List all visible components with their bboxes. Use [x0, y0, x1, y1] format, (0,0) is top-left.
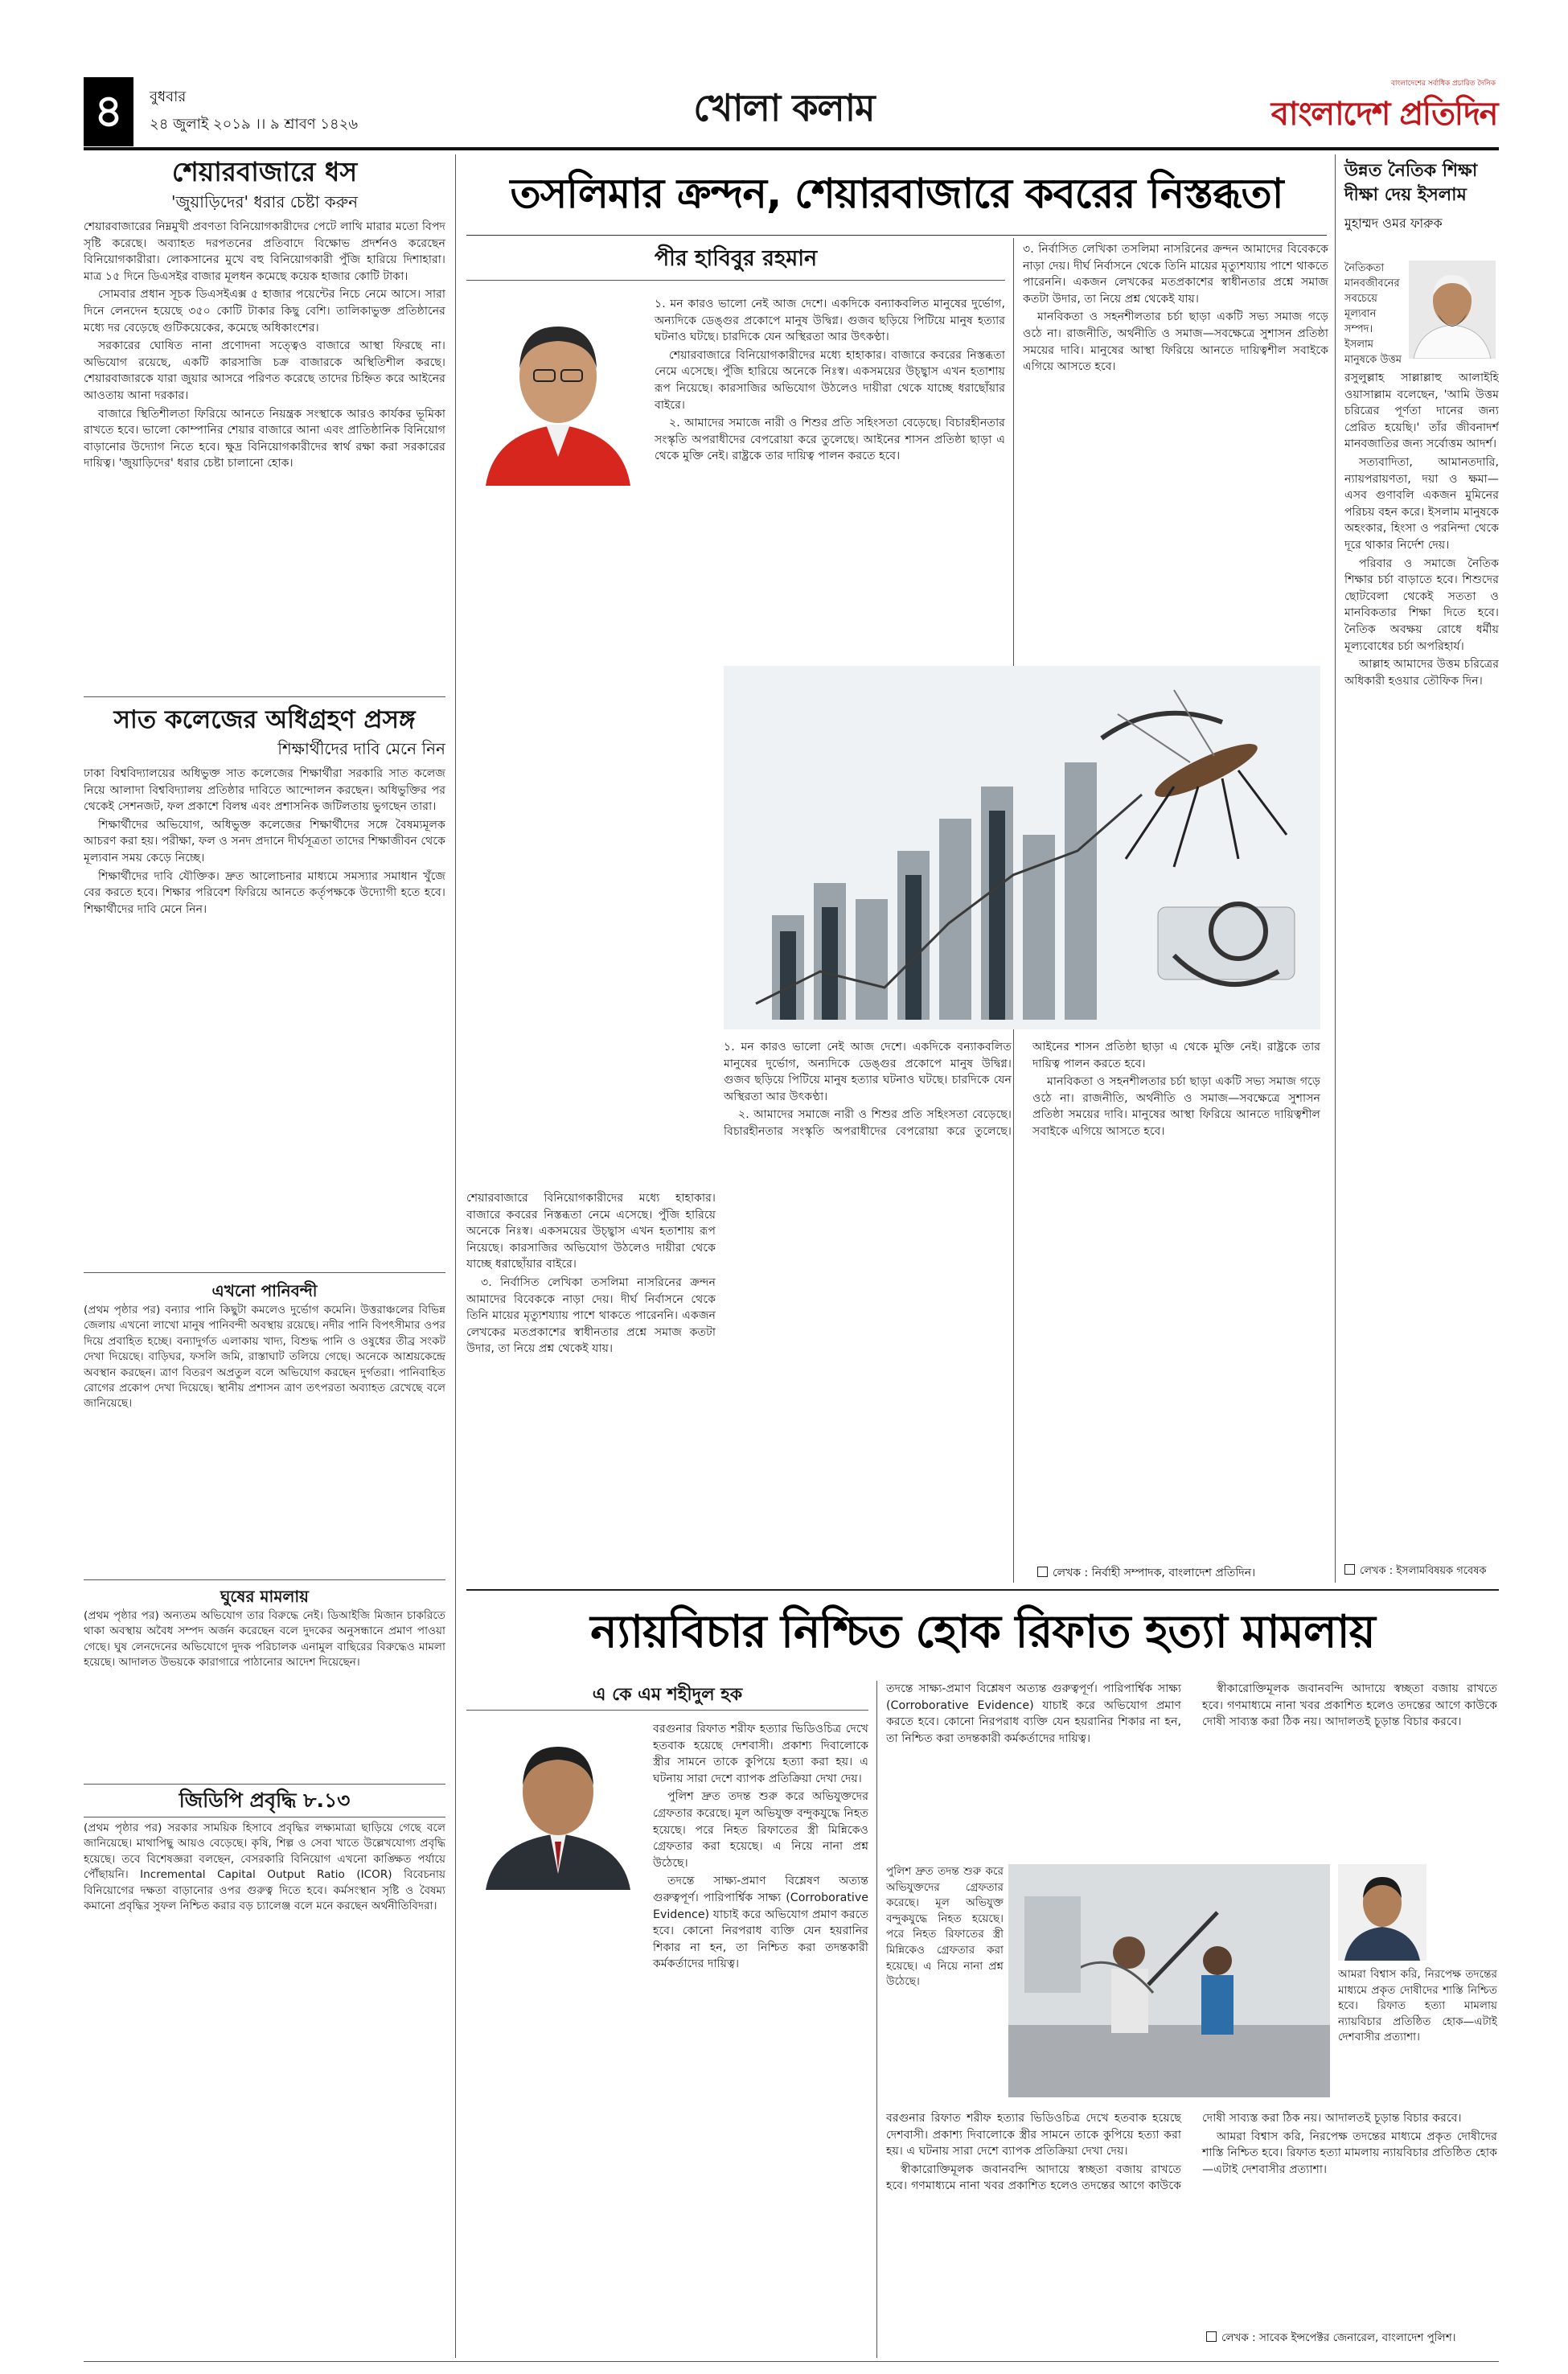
masthead-weekday: বুধবার: [150, 88, 187, 105]
footnote-box-icon: [1344, 1564, 1355, 1575]
author-portrait-icon: [1409, 261, 1496, 359]
column-rule: [455, 154, 456, 2358]
column-author-photo: [1409, 261, 1496, 359]
article-2-body: ঢাকা বিশ্ববিদ্যালয়ের অধিভুক্ত সাত কলেজের শিক্ষার্থীরা সরকারি সাত কলেজ নিয়ে আলাদা বিশ্ববিদ্যালয় প্রতিষ্ঠার দাবিতে আন্দোলন করছেন। অধিভুক্তির পর থেকেই সেশনজট, ফল প্রকাশে বিলম্ব এবং প্রশাসনিক জটিলতায় ভুগছেন তারা। শিক্ষার্থীদের অভিযোগ, অধিভুক্ত কলেজের শিক্ষার্থীদের সঙ্গে বৈষম্যমূলক আচরণ করা হয়। পরীক্ষা, ফল ও সনদ প্রদানে দীর্ঘসূত্রতা তাদের শিক্ষাজীবন থেকে মূল্যবান সময় কেড়ে নিচ্ছে। শিক্ষার্থীদের দাবি যৌক্তিক। দ্রুত আলোচনার মাধ্যমে সমস্যার সমাধান খুঁজে বের করতে হবে। শিক্ষার পরিবেশ ফিরিয়ে আনতে কর্তৃপক্ষকে উদ্যোগী হতে হবে। শিক্ষার্থীদের দাবি মেনে নিন।: [84, 767, 445, 916]
column-byline: মুহাম্মদ ওমর ফারুক: [1344, 216, 1443, 231]
bottom-body-col-3: পুলিশ দ্রুত তদন্ত শুরু করে অভিযুক্তদের গ্রেফতার করেছে। মূল অভিযুক্ত বন্দুকযুদ্ধে নিহত হয়েছে। পরে নিহত রিফাতের স্ত্রী মিন্নিকেও গ্রেফতার করা হয়েছে। এ নিয়ে নানা প্রশ্ন উঠেছে।: [886, 1865, 1004, 1989]
column-rule: [876, 1681, 877, 2358]
brief-3-headline: জিডিপি প্রবৃদ্ধি ৮.১৩: [84, 1784, 445, 1817]
brief-2-body: (প্রথম পৃষ্ঠার পর) অন্যতম অভিযোগ তার বিরুদ্ধে নেই। ডিআইজি মিজান চাকরিতে থাকা অবস্থায় অবৈধ সম্পদ অর্জন করেছেন বলে দুদকের অনুসন্ধানে প্রমাণ পাওয়া গেছে। ঘুষ লেনদেনের অভিযোগে দুদক পরিচালক এনামুল বাছিরের বিরুদ্ধেও মামলা হয়েছে। আদালত উভয়কে কারাগারে পাঠানোর আদেশ দিয়েছেন।: [84, 1609, 445, 1670]
stock-chart-mosquito-illustration: [724, 666, 1320, 1029]
lead-illustration: [724, 666, 1320, 1029]
column-rule: [1335, 154, 1336, 1583]
section-title: খোলা কলাম: [693, 86, 875, 129]
bottom-illustration: [1008, 1864, 1330, 2097]
crime-scene-photo-icon: [1008, 1864, 1330, 2097]
brief-2-headline: ঘুষের মামলায়: [220, 1587, 309, 1606]
lead-body-col-3: ১. মন কারও ভালো নেই আজ দেশে। একদিকে বন্যাকবলিত মানুষের দুর্ভোগ, অন্যদিকে ডেঙ্গুর প্রকোপে মানুষ উদ্বিগ্ন। গুজব ছড়িয়ে পিটিয়ে মানুষ হত্যার ঘটনাও ঘটছে। চারদিকে যেন অস্থিরতা আর উৎকণ্ঠা। ২. আমাদের সমাজে নারী ও শিশুর প্রতি সহিংসতা বেড়েছে। বিচারহীনতার সংস্কৃতি অপরাধীদের বেপরোয়া করে তুলেছে। আইনের শাসন প্রতিষ্ঠা ছাড়া এ থেকে মুক্তি নেই। রাষ্ট্রকে তার দায়িত্ব পালন করতে হবে। মানবিকতা ও সহনশীলতার চর্চা ছাড়া একটি সভ্য সমাজ গড়ে ওঠে না। রাজনীতি, অর্থনীতি ও সমাজ—সবক্ষেত্রে সুশাসন প্রতিষ্ঠা সময়ের দাবি। মানুষের আস্থা ফিরিয়ে আনতে দায়িত্বশীল সবাইকে এগিয়ে আসতে হবে।: [724, 1041, 1320, 1138]
bottom-byline: এ কে এম শহীদুল হক: [466, 1681, 868, 1711]
masthead-date: ২৪ জুলাই ২০১৯ ।। ৯ শ্রাবণ ১৪২৬: [150, 116, 359, 133]
article-1: [84, 154, 445, 669]
divider: [84, 696, 445, 697]
article-1-subhead: 'জুয়াড়িদের' ধরার চেষ্টা করুন: [170, 192, 359, 212]
brief-3-body: (প্রথম পৃষ্ঠার পর) সরকার সাময়িক হিসাবে প্রবৃদ্ধির লক্ষ্যমাত্রা ছাড়িয়ে গেছে বলে জানিয়েছে। মাথাপিছু আয়ও বেড়েছে। কৃষি, শিল্প ও সেবা খাতে উল্লেখযোগ্য প্রবৃদ্ধি হয়েছে। তবে বিশেষজ্ঞরা বলছেন, বেসরকারি বিনিয়োগ এখনো কাঙ্ক্ষিত পর্যায়ে পৌঁছায়নি। Incremental Capital Output Ratio (ICOR) বিবেচনায় বিনিয়োগের দক্ষতা বাড়ানোর ওপর গুরুত্ব দিতে হবে। কর্মসংস্থান সৃষ্টি ও বৈষম্য কমানো প্রবৃদ্ধির সুফল নিশ্চিত করার বড় চ্যালেঞ্জ বলে মনে করছেন অর্থনীতিবিদরা।: [84, 1822, 445, 1913]
lead-byline: পীর হাবিবুর রহমান: [654, 246, 818, 271]
divider: [466, 1589, 1499, 1591]
divider: [466, 235, 1327, 236]
divider: [466, 280, 1005, 281]
lead-body-col-2: ৩. নির্বাসিত লেখিকা তসলিমা নাসরিনের ক্রন্দন আমাদের বিবেককে নাড়া দেয়। দীর্ঘ নির্বাসনে থেকে তিনি মায়ের মৃত্যুশয্যায় পাশে থাকতে পারেননি। একজন লেখকের মতপ্রকাশের স্বাধীনতার প্রশ্নে সমাজ কতটা উদার, তা নিয়ে প্রশ্ন থেকেই যায়। মানবিকতা ও সহনশীলতার চর্চা ছাড়া একটি সভ্য সমাজ গড়ে ওঠে না। রাজনীতি, অর্থনীতি ও সমাজ—সবক্ষেত্রে সুশাসন প্রতিষ্ঠা সময়ের দাবি। মানুষের আস্থা ফিরিয়ে আনতে দায়িত্বশীল সবাইকে এগিয়ে আসতে হবে।: [1023, 243, 1328, 374]
bottom-body-col-4: আমরা বিশ্বাস করি, নিরপেক্ষ তদন্তের মাধ্যমে প্রকৃত দোষীদের শাস্তি নিশ্চিত হবে। রিফাত হত্যা মামলায় ন্যায়বিচার প্রতিষ্ঠিত হোক—এটাই দেশবাসীর প্রত্যাশা।: [1338, 1968, 1497, 2044]
column-headline-line-2: দীক্ষা দেয় ইসলাম: [1344, 185, 1467, 205]
brand-tagline: বাংলাদেশের সর্বাধিক প্রচারিত দৈনিক: [1390, 80, 1496, 88]
bottom-photo-victim: [1338, 1864, 1426, 1961]
article-1-headline: শেয়ারবাজারে ধস: [171, 156, 358, 187]
article-1-body: শেয়ারবাজারের নিম্নমুখী প্রবণতা বিনিয়োগকারীদের পেটে লাথি মারার মতো বিপদ সৃষ্টি করেছে। অব্যাহত দরপতনের প্রতিবাদে বিক্ষোভ প্রদর্শনও করেছেন বিনিয়োগকারীরা। লোকসানের মুখে বহু বিনিয়োগকারী পুঁজি হারিয়ে দিশাহারা। মাত্র ১৫ দিনে ডিএসইর বাজার মূলধন কমেছে কয়েক হাজার কোটি টাকা। সোমবার প্রধান সূচক ডিএসইএক্স ৫ হাজার পয়েন্টের নিচে নেমে আসে। সারা দিনে লেনদেন হয়েছে ৩৫০ কোটি টাকার কিছু বেশি। তালিকাভুক্ত প্রতিষ্ঠানের মধ্যে দর বেড়েছে গুটিকয়েকের, কমেছে অধিকাংশের। সরকারের ঘোষিত নানা প্রণোদনা সত্ত্বেও বাজারে আস্থা ফিরছে না। অভিযোগ রয়েছে, একটি কারসাজি চক্র বাজারকে অস্থিতিশীল করছে। শেয়ারবাজারকে যারা জুয়ার আসরে পরিণত করেছে তাদের চিহ্নিত করে আইনের আওতায় আনা দরকার। বাজারে স্থিতিশীলতা ফিরিয়ে আনতে নিয়ন্ত্রক সংস্থাকে আরও কার্যকর ভূমিকা রাখতে হবে। ভালো কোম্পানির শেয়ার বাজারে আনা এবং প্রাতিষ্ঠানিক বিনিয়োগ বাড়ানোর উদ্যোগ নিতে হবে। ক্ষুদ্র বিনিয়োগকারীদের স্বার্থ রক্ষা করা সরকারের দায়িত্ব। 'জুয়াড়িদের' ধরার চেষ্টা চালানো হোক।: [84, 220, 445, 470]
column-headline-line-1: উন্নত নৈতিক শিক্ষা: [1344, 161, 1478, 181]
bottom-body-col-2: তদন্তে সাক্ষ্য-প্রমাণ বিশ্লেষণ অত্যন্ত গুরুত্বপূর্ণ। পারিপার্শ্বিক সাক্ষ্য (Corroborative Evidence) যাচাই করে অভিযোগ প্রমাণ করতে হবে। কোনো নিরপরাধ ব্যক্তি যেন হয়রানির শিকার না হন, তা নিশ্চিত করা তদন্তকারী কর্মকর্তাদের দায়িত্ব। স্বীকারোক্তিমূলক জবানবন্দি আদায়ে স্বচ্ছতা বজায় রাখতে হবে। গণমাধ্যমে নানা খবর প্রকাশিত হলেও তদন্তের আগে কাউকে দোষী সাব্যস্ত করা ঠিক নয়। আদালতই চূড়ান্ত বিচার করবে।: [886, 1682, 1497, 1745]
footnote-box-icon: [1206, 2331, 1217, 2342]
divider: [84, 1579, 445, 1580]
article-2-subhead: শিক্ষার্থীদের দাবি মেনে নিন: [277, 739, 445, 758]
brief-3: [84, 1784, 445, 2335]
brief-2: [84, 1584, 445, 1777]
bottom-body-col-1: বরগুনার রিফাত শরীফ হত্যার ভিডিওচিত্র দেখে হতবাক হয়েছে দেশবাসী। প্রকাশ্য দিবালোকে স্ত্রীর সামনে তাকে কুপিয়ে হত্যা করা হয়। এ ঘটনায় সারা দেশে ব্যাপক প্রতিক্রিয়া দেখা দেয়। পুলিশ দ্রুত তদন্ত শুরু করে অভিযুক্তদের গ্রেফতার করেছে। মূল অভিযুক্ত বন্দুকযুদ্ধে নিহত হয়েছে। পরে নিহত রিফাতের স্ত্রী মিন্নিকেও গ্রেফতার করা হয়েছে। এ নিয়ে নানা প্রশ্ন উঠেছে। তদন্তে সাক্ষ্য-প্রমাণ বিশ্লেষণ অত্যন্ত গুরুত্বপূর্ণ। পারিপার্শ্বিক সাক্ষ্য (Corroborative Evidence) যাচাই করে অভিযোগ প্রমাণ করতে হবে। কোনো নিরপরাধ ব্যক্তি যেন হয়রানির শিকার না হন, তা নিশ্চিত করা তদন্তকারী কর্মকর্তাদের দায়িত্ব।: [653, 1723, 868, 1971]
bottom-body-col-5: বরগুনার রিফাত শরীফ হত্যার ভিডিওচিত্র দেখে হতবাক হয়েছে দেশবাসী। প্রকাশ্য দিবালোকে স্ত্রীর সামনে তাকে কুপিয়ে হত্যা করা হয়। এ ঘটনায় সারা দেশে ব্যাপক প্রতিক্রিয়া দেখা দেয়। স্বীকারোক্তিমূলক জবানবন্দি আদায়ে স্বচ্ছতা বজায় রাখতে হবে। গণমাধ্যমে নানা খবর প্রকাশিত হলেও তদন্তের আগে কাউকে দোষী সাব্যস্ত করা ঠিক নয়। আদালতই চূড়ান্ত বিচার করবে। আমরা বিশ্বাস করি, নিরপেক্ষ তদন্তের মাধ্যমে প্রকৃত দোষীদের শাস্তি নিশ্চিত হবে। রিফাত হত্যা মামলায় ন্যায়বিচার প্রতিষ্ঠিত হোক—এটাই দেশবাসীর প্রত্যাশা।: [886, 2112, 1497, 2193]
lead-footnote: লেখক : নির্বাহী সম্পাদক, বাংলাদেশ প্রতিদিন।: [1037, 1563, 1327, 1583]
lead-body-col-1: ১. মন কারও ভালো নেই আজ দেশে। একদিকে বন্যাকবলিত মানুষের দুর্ভোগ, অন্যদিকে ডেঙ্গুর প্রকোপে মানুষ উদ্বিগ্ন। গুজব ছড়িয়ে পিটিয়ে মানুষ হত্যার ঘটনাও ঘটছে। চারদিকে যেন অস্থিরতা আর উৎকণ্ঠা। শেয়ারবাজারে বিনিয়োগকারীদের মধ্যে হাহাকার। বাজারে কবরের নিস্তব্ধতা নেমে এসেছে। পুঁজি হারিয়ে অনেকে নিঃস্ব। একসময়ের উচ্ছ্বাস এখন হতাশায় রূপ নিয়েছে। কারসাজির অভিযোগ উঠলেও দায়ীরা থেকে যাচ্ছে ধরাছোঁয়ার বাইরে। ২. আমাদের সমাজে নারী ও শিশুর প্রতি সহিংসতা বেড়েছে। বিচারহীনতার সংস্কৃতি অপরাধীদের বেপরোয়া করে তুলেছে। আইনের শাসন প্রতিষ্ঠা ছাড়া এ থেকে মুক্তি নেই। রাষ্ট্রকে তার দায়িত্ব পালন করতে হবে।: [655, 298, 1005, 463]
footnote-box-icon: [1037, 1567, 1048, 1577]
divider: [84, 1272, 445, 1273]
column-article: [1344, 159, 1499, 235]
page-number: ৪: [84, 77, 133, 146]
article-2-headline: সাত কলেজের অধিগ্রহণ প্রসঙ্গ: [113, 705, 416, 734]
brief-1-body: (প্রথম পৃষ্ঠার পর) বন্যার পানি কিছুটা কমলেও দুর্ভোগ কমেনি। উত্তরাঞ্চলের বিভিন্ন জেলায় এখনো লাখো মানুষ পানিবন্দী অবস্থায় রয়েছে। নদীর পানি বিপৎসীমার ওপর দিয়ে প্রবাহিত হচ্ছে। বন্যাদুর্গত এলাকায় খাদ্য, বিশুদ্ধ পানি ও ওষুধের তীব্র সংকট দেখা দিয়েছে। বাড়িঘর, ফসলি জমি, রাস্তাঘাট তলিয়ে গেছে। অনেকে আশ্রয়কেন্দ্রে অবস্থান করছেন। ত্রাণ বিতরণ অপ্রতুল বলে অভিযোগ করছেন দুর্গতরা। পানিবাহিত রোগের প্রকোপ দেখা দিয়েছে। স্থানীয় প্রশাসন ত্রাণ তৎপরতা অব্যাহত রেখেছে বলে জানিয়েছে।: [84, 1304, 445, 1411]
brief-1: [84, 1279, 445, 1575]
bottom-footnote: লেখক : সাবেক ইন্সপেক্টর জেনারেল, বাংলাদেশ পুলিশ।: [1206, 2329, 1497, 2347]
column-body: রসুলুল্লাহ সাল্লাল্লাহু আলাইহি ওয়াসাল্লাম বলেছেন, 'আমি উত্তম চরিত্রের পূর্ণতা দানের জন্য প্রেরিত হয়েছি।' তাঁর জীবনাদর্শ মানবজাতির জন্য সর্বোত্তম আদর্শ। সত্যবাদিতা, আমানতদারি, ন্যায়পরায়ণতা, দয়া ও ক্ষমা—এসব গুণাবলি একজন মুমিনের পরিচয় বহন করে। ইসলাম মানুষকে অহংকার, হিংসা ও পরনিন্দা থেকে দূরে থাকার নির্দেশ দেয়। পরিবার ও সমাজে নৈতিক শিক্ষার চর্চা বাড়াতে হবে। শিশুদের ছোটবেলা থেকেই সততা ও মানবিকতার শিক্ষা দিতে হবে। নৈতিক অবক্ষয় রোধে ধর্মীয় মূল্যবোধের চর্চা অপরিহার্য। আল্লাহ আমাদের উত্তম চরিত্রের অধিকারী হওয়ার তৌফিক দিন।: [1344, 372, 1499, 688]
column-footnote: লেখক : ইসলামবিষয়ক গবেষক: [1344, 1563, 1499, 1580]
brief-1-headline: এখনো পানিবন্দী: [211, 1281, 318, 1300]
article-2: [84, 703, 445, 1232]
brand-logo: বাংলাদেশ প্রতিদিন: [1270, 96, 1497, 133]
column-intro: নৈতিকতা মানবজীবনের সবচেয়ে মূল্যবান সম্পদ। ইসলাম মানুষকে উত্তম: [1344, 262, 1402, 365]
masthead-rule: [84, 147, 1499, 150]
lead-body-col-4: শেয়ারবাজারে বিনিয়োগকারীদের মধ্যে হাহাকার। বাজারে কবরের নিস্তব্ধতা নেমে এসেছে। পুঁজি হারিয়ে অনেকে নিঃস্ব। একসময়ের উচ্ছ্বাস এখন হতাশায় রূপ নিয়েছে। কারসাজির অভিযোগ উঠলেও দায়ীরা থেকে যাচ্ছে ধরাছোঁয়ার বাইরে। ৩. নির্বাসিত লেখিকা তসলিমা নাসরিনের ক্রন্দন আমাদের বিবেককে নাড়া দেয়। দীর্ঘ নির্বাসনে থেকে তিনি মায়ের মৃত্যুশয্যায় পাশে থাকতে পারেননি। একজন লেখকের মতপ্রকাশের স্বাধীনতার প্রশ্নে সমাজ কতটা উদার, তা নিয়ে প্রশ্ন থেকেই যায়।: [466, 1192, 716, 1356]
portrait-icon: [1338, 1864, 1426, 1961]
page-bottom-rule: [84, 2361, 1499, 2362]
lead-headline: তসলিমার ক্রন্দন, শেয়ারবাজারে কবরের নিস্তব্ধতা: [510, 170, 1283, 218]
bottom-headline: ন্যায়বিচার নিশ্চিত হোক রিফাত হত্যা মামলায়: [590, 1606, 1375, 1658]
